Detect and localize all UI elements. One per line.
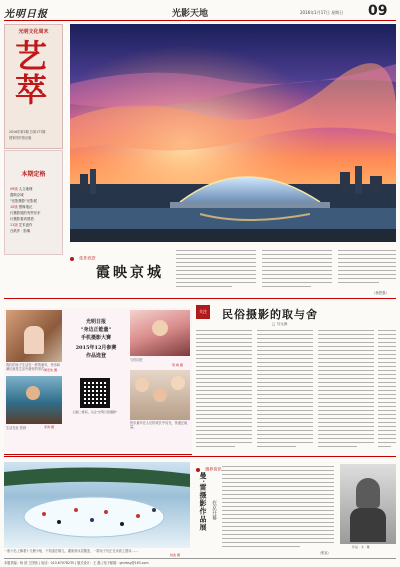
contest-subtitle: 手机摄影大赛 — [80, 335, 111, 341]
section-rule-1 — [4, 298, 396, 299]
issue-line-2: 国家图书馆出版 — [9, 136, 32, 140]
issue-date: 2016年1月17日 星期日 — [300, 10, 344, 15]
frozen-lake-credit: 杨波 摄 — [170, 553, 180, 557]
red-dot-icon — [70, 257, 74, 261]
photo-credit: 周 峰 摄 — [172, 363, 183, 367]
exhibition-vertical-title: 曼·雷摄影作品展 — [199, 472, 208, 532]
feature-kicker-badge: 关注 — [196, 305, 210, 319]
toc-item[interactable]: 11版 艺术创作 — [10, 223, 33, 227]
exhibition-portrait-photo — [340, 464, 396, 544]
section-rule-2 — [4, 454, 192, 455]
red-dot-icon — [196, 468, 200, 472]
contest-photo-faces — [130, 370, 190, 420]
contest-event: 2015年12月参赛 — [75, 345, 117, 351]
section-title: 光影天地 — [172, 9, 209, 19]
toc-item[interactable]: 白纸作 · 影像 — [10, 229, 31, 233]
contest-photo-boy — [6, 376, 62, 424]
feature-body-col2 — [257, 330, 313, 450]
toc-list — [10, 186, 60, 234]
top-story-body-col1 — [176, 250, 256, 290]
top-story-body-col3 — [338, 250, 396, 286]
feature-body-col4 — [378, 330, 396, 450]
toc-item[interactable]: 霞映京城 — [10, 193, 24, 197]
footer-info: 本版责编：杨 波 王国伟 | 电话：010-67078235 | 版式设计：王 磊 | 电子邮箱：gmrbsy@163.com — [4, 561, 149, 565]
frozen-lake-photo — [4, 462, 190, 548]
masthead-rule — [4, 20, 396, 21]
qr-caption: 扫描二维码，关注"光明日报摄影" — [72, 410, 118, 414]
page-number: 09 — [368, 3, 388, 19]
feature-byline: □ 马元涛 — [272, 322, 288, 326]
sunset-cityscape-photo — [70, 24, 396, 242]
photo-caption: 快乐童年在人们的成长中闪光，传递正能量。 — [130, 421, 188, 430]
top-story-body-col2 — [262, 250, 332, 290]
contest-photo-girl — [130, 310, 190, 356]
newspaper-logo: 光明日报 — [4, 9, 48, 20]
toc-item[interactable]: 行摄影展的有些东东 — [10, 211, 41, 215]
toc-item[interactable]: "光影摄影"光影展 — [10, 199, 37, 203]
issue-line-1: 2016年第2期 总第177期 — [9, 130, 46, 134]
feature-body-col3 — [318, 330, 374, 450]
toc-item[interactable]: 行摄影看到感悟 — [10, 217, 34, 221]
toc-box — [4, 150, 63, 255]
contest-photo-kids-room — [6, 310, 62, 362]
toc-item[interactable]: 09版 人文地理 — [10, 187, 33, 191]
top-story-byline: （杨恩强） — [372, 291, 389, 295]
top-story-headline: 霞映京城 — [96, 265, 164, 281]
feature-body-col1 — [196, 330, 252, 450]
photo-credit: 周宏伟 摄 — [44, 368, 57, 372]
toc-item[interactable]: 10版 图像笔记 — [10, 205, 33, 209]
footer-rule — [4, 558, 396, 559]
exhibition-byline: （张宸） — [318, 551, 331, 555]
top-story-kicker: 佳作欣赏 — [70, 248, 96, 267]
photo-credit: 李鸿 摄 — [44, 425, 54, 429]
contest-title: "身边正能量" — [80, 327, 112, 333]
big-character-1: 艺 — [15, 37, 48, 75]
exhibition-subtitle: 在京开幕 — [211, 500, 217, 520]
frozen-lake-caption: 一座小岛上飘着十几艘小船，不知道在哪儿，湖面被冰层覆盖，一群孩子们正在冰面上嬉戏…… — [4, 549, 138, 553]
weekend-box — [4, 24, 63, 149]
photo-caption: 与你同在 — [130, 358, 143, 362]
photo-caption: 我们的孩子生活在一样的童年，快乐和满足就是生活中最好的形式。 — [6, 363, 61, 372]
masthead — [0, 0, 400, 22]
exhibition-photo-caption: 作品 · 木 · 雅 — [352, 545, 370, 549]
contest-result: 作品选登 — [85, 353, 106, 359]
weekend-label: 光明文化周末 — [18, 29, 49, 35]
exhibition-kicker: 摄界资讯 — [196, 459, 222, 478]
big-character-2: 萃 — [15, 71, 48, 109]
exhibition-body — [222, 466, 334, 550]
contest-org: 光明日报 — [85, 319, 106, 325]
section-rule-3 — [4, 456, 396, 457]
feature-headline: 民俗摄影的取与舍 — [222, 308, 318, 321]
photo-caption: 生活在此 张婷 — [6, 426, 27, 430]
toc-heading: 本期定格 — [21, 171, 46, 178]
qr-code-icon[interactable] — [80, 378, 110, 408]
